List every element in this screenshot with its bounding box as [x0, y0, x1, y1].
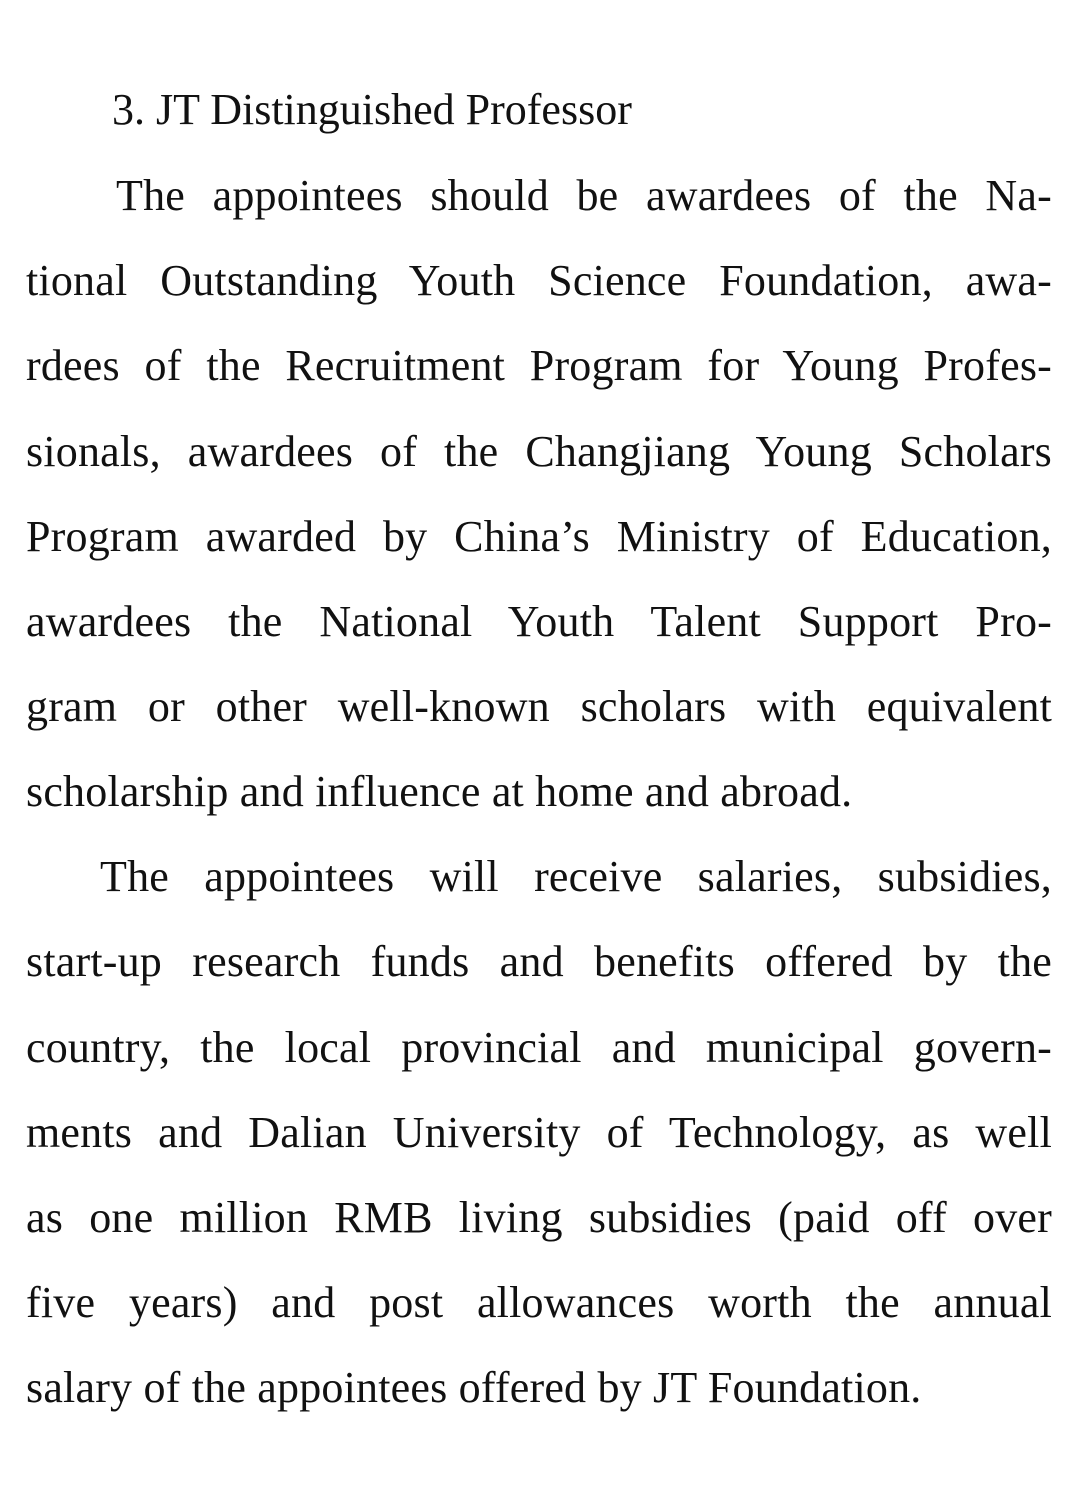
section-heading: 3. JT Distinguished Professor [112, 85, 632, 134]
paragraph-1-line-2: tional Outstanding Youth Science Foundation, awa- [26, 256, 1052, 305]
paragraph-2-line-6: five years) and post allowances worth the annual [26, 1278, 1052, 1327]
paragraph-1-line-8: scholarship and influence at home and abroad. [26, 767, 853, 816]
paragraph-1-line-7: gram or other well-known scholars with equivalent [26, 682, 1052, 731]
paragraph-2-line-2: start-up research funds and benefits offered by the [26, 937, 1052, 986]
paragraph-2-line-4: ments and Dalian University of Technology, as well [26, 1108, 1052, 1157]
paragraph-2-line-1: The appointees will receive salaries, subsidies, [100, 852, 1052, 901]
paragraph-1-line-5: Program awarded by China’s Ministry of Education, [26, 512, 1052, 561]
paragraph-1-line-1: The appointees should be awardees of the Na- [116, 171, 1052, 220]
paragraph-2-line-5: as one million RMB living subsidies (paid off over [26, 1193, 1052, 1242]
paragraph-1-line-6: awardees the National Youth Talent Support Pro- [26, 597, 1052, 646]
paragraph-2-line-7: salary of the appointees offered by JT Foundation. [26, 1363, 922, 1412]
paragraph-2-line-3: country, the local provincial and municipal govern- [26, 1023, 1052, 1072]
paragraph-1-line-4: sionals, awardees of the Changjiang Young Scholars [26, 427, 1052, 476]
paragraph-1-line-3: rdees of the Recruitment Program for Young Profes- [26, 341, 1052, 390]
